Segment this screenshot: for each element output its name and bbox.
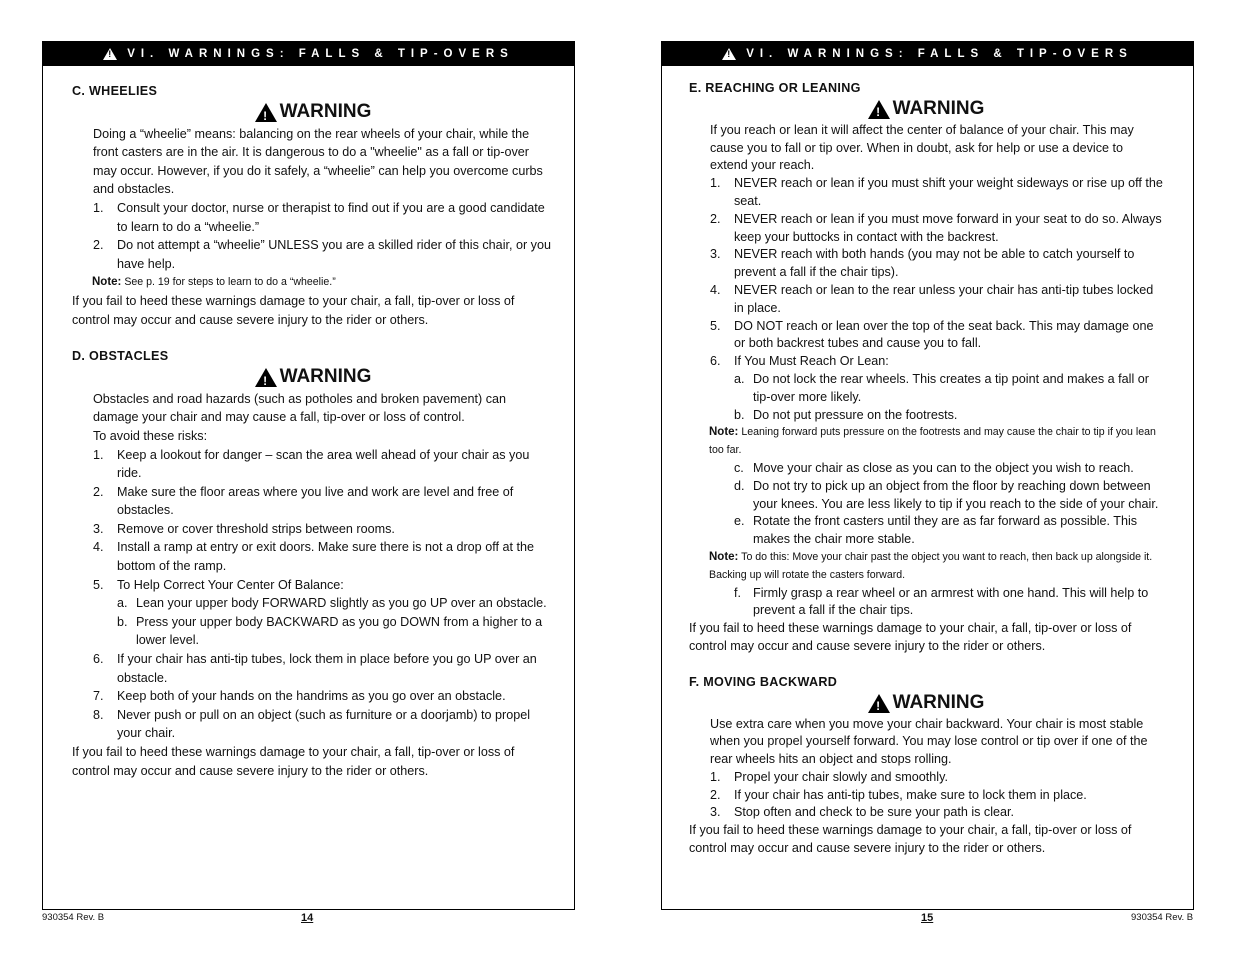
footer-code: 930354 Rev. B — [1131, 912, 1194, 923]
left-content — [72, 82, 554, 780]
item-text: NEVER reach or lean to the rear unless your chair has anti-tip tubes locked in place. — [734, 282, 1154, 315]
item-marker: 2. — [93, 238, 104, 253]
item-marker: e. — [734, 514, 745, 529]
item-marker: 3. — [93, 521, 104, 536]
list-item — [93, 576, 554, 595]
section-heading: F. MOVING BACKWARD — [689, 674, 838, 689]
list-item — [93, 520, 554, 539]
item-text: Install a ramp at entry or exit doors. Make sure there is not a drop off at the bottom of the ramp. — [117, 540, 534, 574]
banner-title: VI. WARNINGS: FALLS & TIP-OVERS — [746, 47, 1133, 60]
list-item — [93, 199, 554, 236]
sub-list-item — [117, 594, 554, 613]
item-text: Do not try to pick up an object from the floor by reaching down between your knees. You are less likely to tip if you reach to the side of your chair. — [753, 478, 1159, 511]
item-text: Propel your chair slowly and smoothly. — [734, 769, 948, 784]
item-marker: 4. — [710, 282, 721, 297]
warning-heading: ! WARNING — [72, 368, 554, 387]
item-marker: b. — [117, 614, 128, 629]
item-marker: 4. — [93, 540, 104, 555]
list-item — [710, 787, 1163, 805]
sub-list-item — [734, 371, 1163, 407]
sub-list-item — [734, 478, 1163, 514]
numbered-list — [72, 446, 554, 595]
sub-list-item — [734, 407, 1163, 425]
right-page — [661, 42, 1194, 910]
list-item — [93, 236, 554, 273]
sub-list-item — [734, 460, 1163, 478]
item-marker: 1. — [710, 176, 721, 191]
numbered-list — [689, 769, 1163, 822]
item-marker: 1. — [93, 200, 104, 215]
item-marker: f. — [734, 585, 741, 600]
item-marker: 3. — [710, 247, 721, 262]
intro-paragraph: If you reach or lean it will affect the center of balance of your chair. This may cause you to fall or tip over. When in doubt, ask for help or use a device to extend your reach. — [710, 122, 1134, 173]
item-text: NEVER reach or lean if you must shift your weight sideways or rise up off the seat. — [734, 176, 1163, 208]
sub-list-item — [734, 585, 1163, 621]
sub-list-item — [117, 613, 554, 650]
item-text: Keep a lookout for danger – scan the area well ahead of your chair as you ride. — [117, 447, 530, 481]
item-marker: 6. — [710, 354, 721, 369]
warning-icon — [868, 100, 890, 119]
item-text: Do not put pressure on the footrests. — [753, 407, 958, 422]
sub-list-item — [734, 513, 1163, 549]
item-marker: 2. — [710, 211, 721, 226]
item-text: If your chair has anti-tip tubes, make sure to lock them in place. — [734, 787, 1087, 802]
list-item — [710, 769, 1163, 787]
item-marker: 5. — [93, 577, 104, 592]
item-text: DO NOT reach or lean over the top of the seat back. This may damage one or both backrest tubes and cause you to fall. — [734, 318, 1154, 351]
item-text: Lean your upper body FORWARD slightly as you go UP over an obstacle. — [136, 596, 547, 611]
list-item — [93, 483, 554, 520]
intro-paragraph: Use extra care when you move your chair backward. Your chair is most stable when you propel yourself forward. You may lose control or tip over if one of the rear wheels hits an object and stops rolling. — [710, 716, 1148, 767]
item-text: If your chair has anti-tip tubes, lock them in place before you go UP over an obstacle. — [117, 652, 537, 685]
list-item — [710, 804, 1163, 822]
item-text: Rotate the front casters until they are as far forward as possible. This makes the chair more stable. — [753, 514, 1138, 547]
item-text: Do not lock the rear wheels. This creates a tip point and makes a fall or tip-over more likely. — [753, 371, 1149, 404]
warning-triangle-icon — [103, 48, 117, 60]
right-content — [689, 80, 1163, 858]
item-text: To Help Correct Your Center Of Balance: — [117, 577, 344, 592]
item-marker: 2. — [93, 484, 104, 499]
list-item — [93, 446, 554, 483]
lettered-list — [689, 460, 1163, 549]
item-marker: 5. — [710, 318, 721, 333]
warning-heading: ! WARNING — [72, 103, 554, 122]
item-text: Consult your doctor, nurse or therapist to find out if you are a good candidate to learn to do a “wheelie.” — [117, 200, 545, 234]
list-item — [710, 175, 1163, 211]
warning-triangle-icon — [722, 48, 736, 60]
section-heading: E. REACHING OR LEANING — [689, 81, 861, 95]
list-item — [93, 538, 554, 575]
failure-warning: If you fail to heed these warnings damage to your chair, a fall, tip-over or loss of control may occur and cause severe injury to the rider or others. — [72, 293, 515, 327]
failure-warning: If you fail to heed these warnings damage to your chair, a fall, tip-over or loss of control may occur and cause severe injury to the rider or others. — [689, 621, 1132, 653]
item-text: Make sure the floor areas where you live and work are level and free of obstacles. — [117, 484, 514, 518]
warning-heading: ! WARNING — [689, 100, 1163, 119]
item-marker: 7. — [93, 689, 104, 704]
item-marker: a. — [117, 596, 128, 611]
page-number: 15 — [921, 912, 934, 924]
item-marker: 3. — [710, 805, 721, 820]
warning-icon — [255, 103, 277, 122]
warning-icon — [868, 694, 890, 713]
numbered-list — [689, 175, 1163, 371]
item-text: Stop often and check to be sure your path is clear. — [734, 805, 1015, 820]
item-text: If You Must Reach Or Lean: — [734, 354, 889, 369]
section-banner — [42, 41, 575, 66]
lettered-list — [689, 585, 1163, 621]
numbered-list — [72, 650, 554, 743]
list-item — [710, 353, 1163, 371]
item-text: Do not attempt a “wheelie” UNLESS you are a skilled rider of this chair, or you have help. — [117, 238, 551, 271]
item-text: Press your upper body BACKWARD as you go DOWN from a higher to a lower level. — [136, 614, 543, 648]
item-text: NEVER reach with both hands (you may not be able to catch yourself to prevent a fall if the chair tips). — [734, 247, 1135, 280]
item-marker: b. — [734, 407, 745, 422]
item-text: Never push or pull on an object (such as furniture or a doorjamb) to propel your chair. — [117, 707, 531, 741]
note: Note: Leaning forward puts pressure on the footrests and may cause the chair to tip if you lean too far. — [709, 426, 1156, 457]
failure-warning: If you fail to heed these warnings damage to your chair, a fall, tip-over or loss of control may occur and cause severe injury to the rider or others. — [72, 745, 515, 778]
item-text: Move your chair as close as you can to the object you wish to reach. — [753, 460, 1134, 475]
warning-heading: ! WARNING — [689, 694, 1163, 713]
intro-paragraph: To avoid these risks: — [93, 428, 208, 443]
item-marker: 6. — [93, 652, 104, 667]
lettered-list — [689, 371, 1163, 424]
list-item — [93, 650, 554, 687]
note: Note: To do this: Move your chair past the object you want to reach, then back up alongside it. Backing up will rotate the casters forward. — [709, 550, 1153, 581]
intro-paragraph: Doing a “wheelie” means: balancing on the rear wheels of your chair, while the front casters are in the air. It is dangerous to do a "wheelie" as a fall or tip-over may occur. However, if you do it safely, a “wheelie” can help you overcome curbs and obstacles. — [93, 126, 543, 197]
list-item — [710, 246, 1163, 282]
item-marker: d. — [734, 478, 745, 493]
item-marker: 8. — [93, 707, 104, 722]
list-item — [710, 282, 1163, 318]
item-marker: a. — [734, 371, 745, 386]
list-item — [93, 687, 554, 706]
intro-paragraph: Obstacles and road hazards (such as potholes and broken pavement) can damage your chair and may cause a fall, tip-over or loss of control. — [93, 391, 507, 425]
item-text: Firmly grasp a rear wheel or an armrest with one hand. This will help to prevent a fall if the chair tips. — [753, 585, 1149, 618]
warning-icon — [255, 368, 277, 387]
section-banner — [661, 41, 1194, 66]
failure-warning: If you fail to heed these warnings damage to your chair, a fall, tip-over or loss of control may occur and cause severe injury to the rider or others. — [689, 823, 1132, 856]
list-item — [710, 318, 1163, 354]
note: Note: See p. 19 for steps to learn to do a “wheelie.” — [92, 276, 336, 289]
item-text: Keep both of your hands on the handrims as you go over an obstacle. — [117, 689, 506, 704]
list-item — [710, 211, 1163, 247]
item-marker: 1. — [93, 447, 104, 462]
left-page — [42, 42, 575, 910]
section-heading: C. WHEELIES — [72, 84, 158, 98]
item-marker: c. — [734, 460, 744, 475]
item-marker: 1. — [710, 769, 721, 784]
section-heading: D. OBSTACLES — [72, 349, 169, 364]
list-item — [93, 706, 554, 743]
footer-code: 930354 Rev. B — [42, 912, 105, 923]
numbered-list — [72, 199, 554, 273]
page-number: 14 — [301, 912, 314, 924]
item-marker: 2. — [710, 787, 721, 802]
item-text: NEVER reach or lean if you must move forward in your seat to do so. Always keep your buttocks in contact with the backrest. — [734, 211, 1162, 244]
lettered-list — [72, 594, 554, 650]
banner-title: VI. WARNINGS: FALLS & TIP-OVERS — [127, 47, 514, 60]
item-text: Remove or cover threshold strips between rooms. — [117, 521, 395, 536]
